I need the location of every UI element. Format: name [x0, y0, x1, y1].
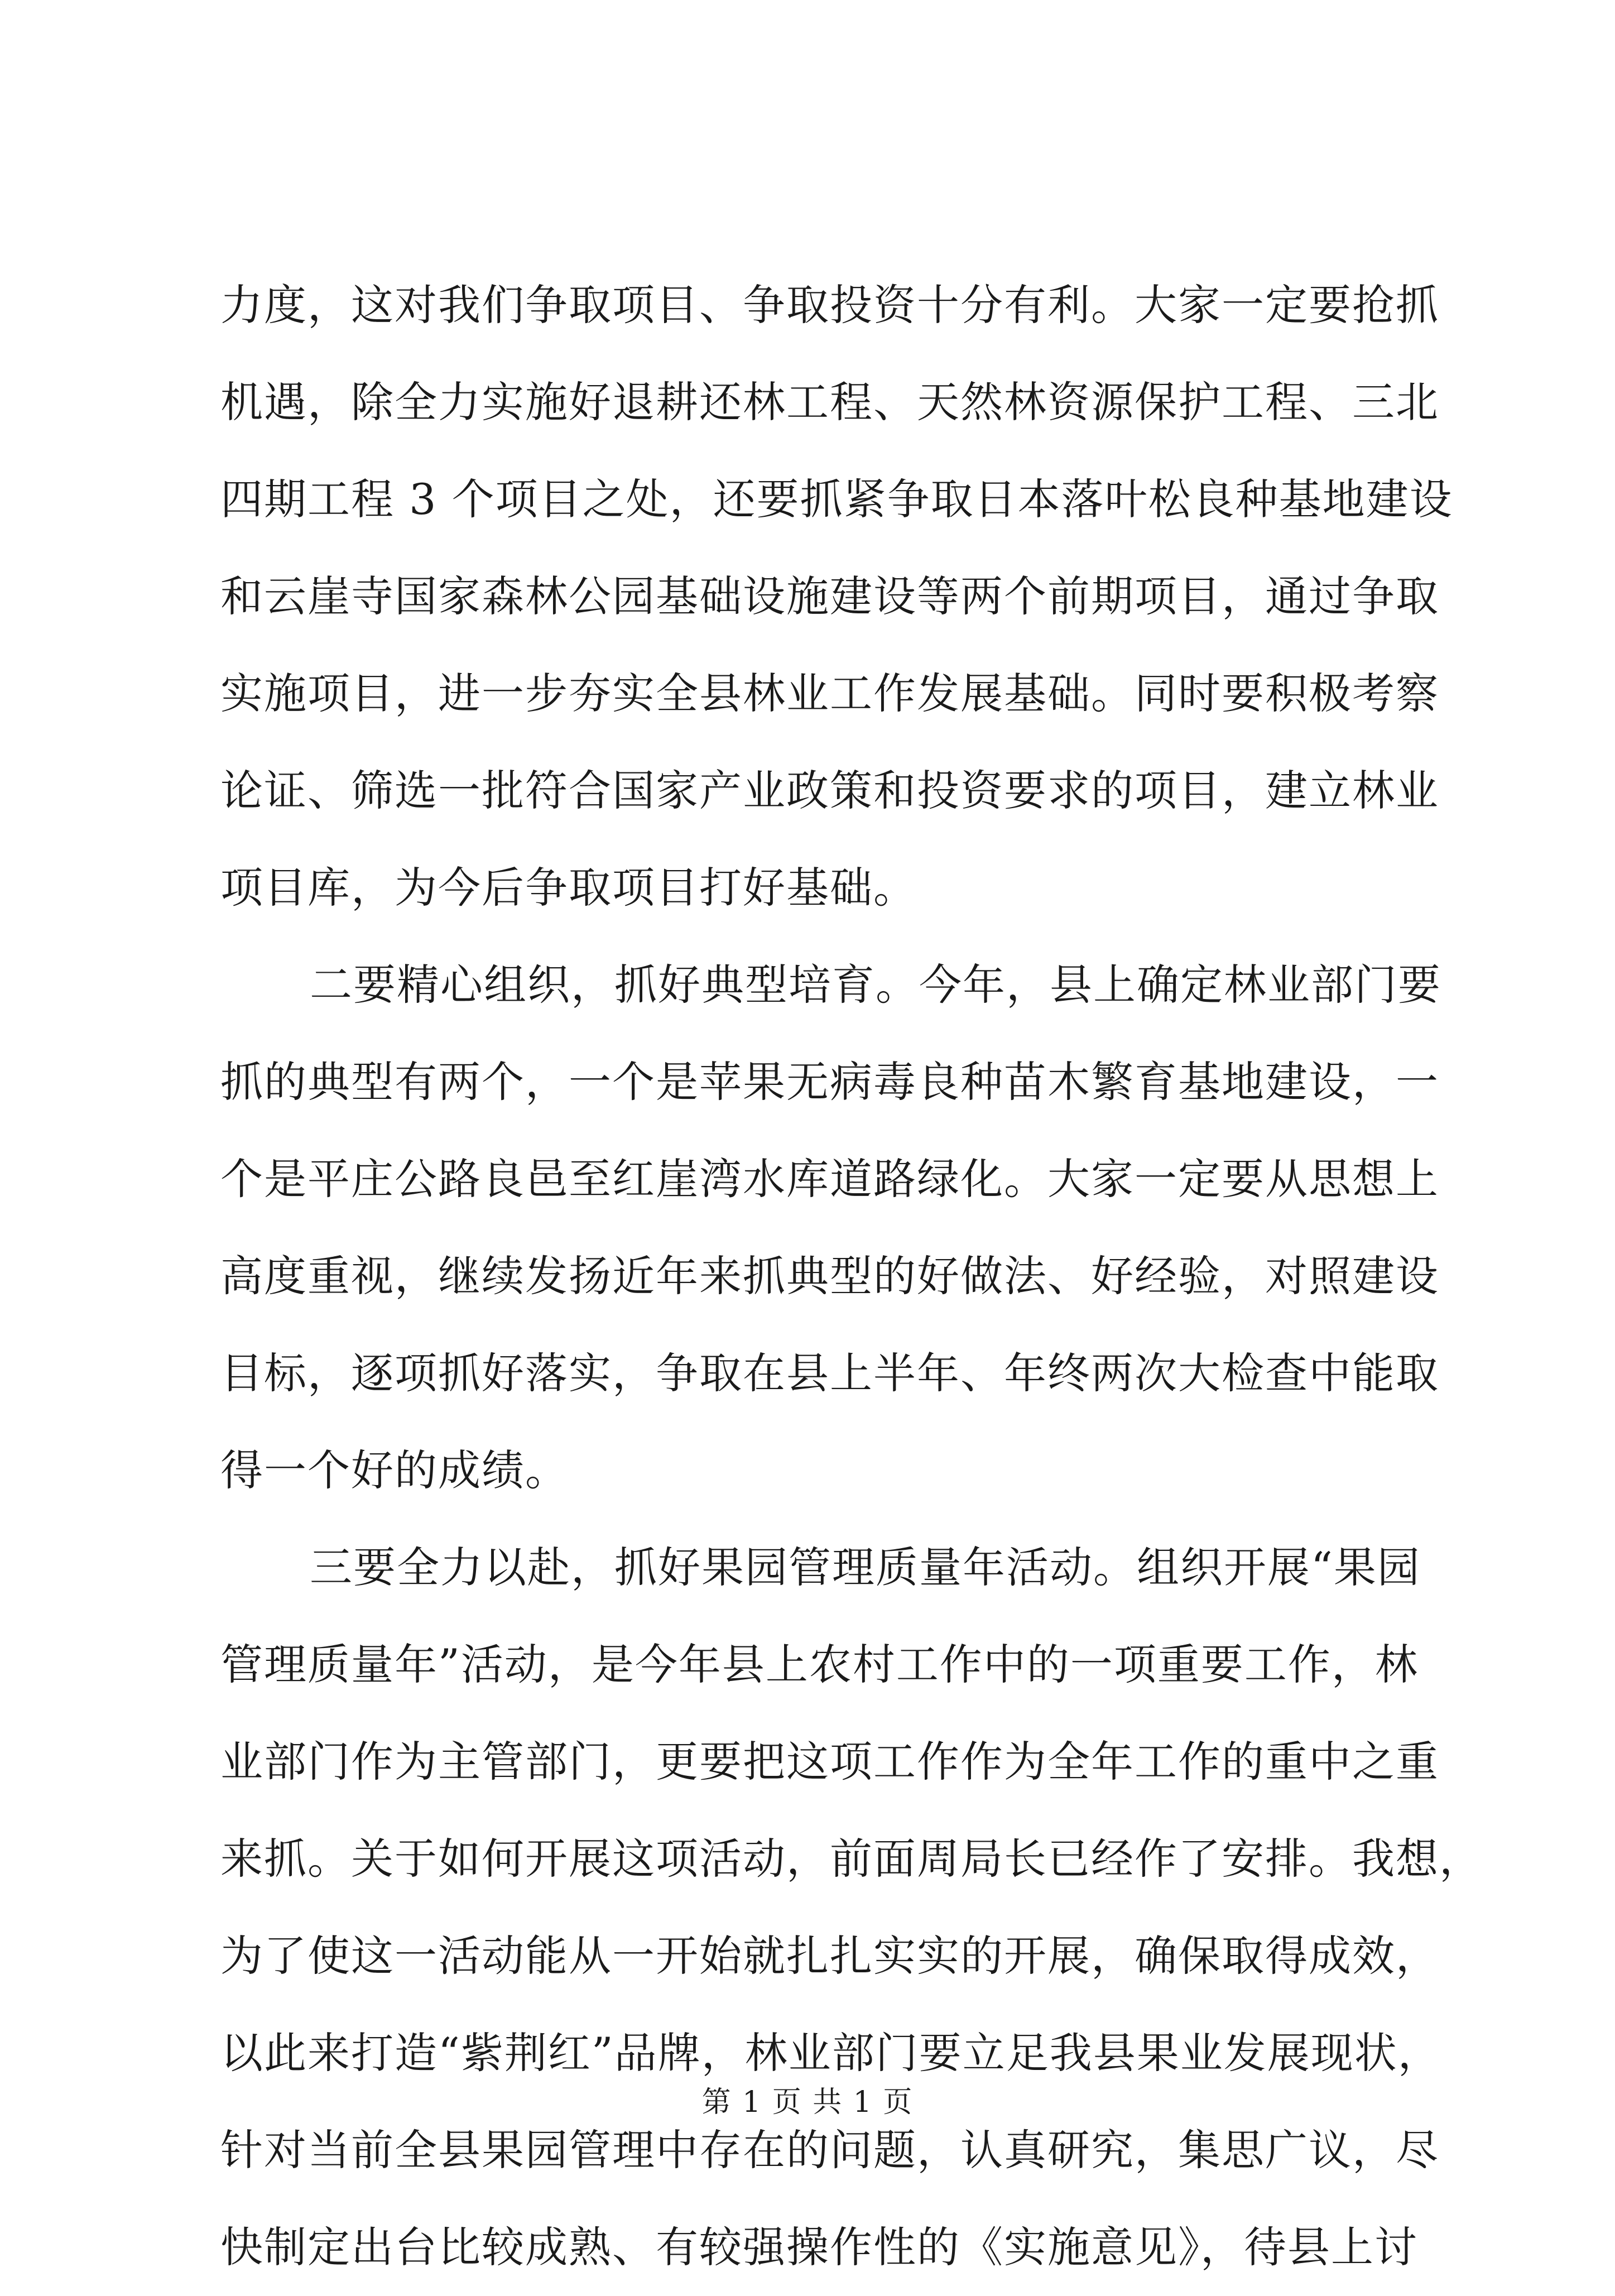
- page-footer: 第 1 页 共 1 页: [701, 2086, 914, 2119]
- text-line: 得一个好的成绩。: [220, 1445, 569, 1495]
- paragraph-start-line: 三要全力以赴，抓好果园管理质量年活动。组织开展“果园: [310, 1543, 1421, 1592]
- text-line: 业部门作为主管部门，更要把这项工作作为全年工作的重中之重: [220, 1737, 1439, 1786]
- text-line: 和云崖寺国家森林公园基础设施建设等两个前期项目，通过争取: [220, 571, 1439, 621]
- text-line: 以此来打造“紫荆红”品牌，林业部门要立足我县果业发展现状，: [220, 2028, 1441, 2078]
- text-line: 四期工程 3 个项目之处，还要抓紧争取日本落叶松良种基地建设: [220, 474, 1453, 524]
- text-line: 快制定出台比较成熟、有较强操作性的《实施意见》，待县上讨: [220, 2222, 1418, 2272]
- text-line: 管理质量年”活动，是今年县上农村工作中的一项重要工作，林: [220, 1640, 1419, 1689]
- text-line: 目标，逐项抓好落实，争取在县上半年、年终两次大检查中能取: [220, 1348, 1439, 1398]
- text-line: 个是平庄公路良邑至红崖湾水库道路绿化。大家一定要从思想上: [220, 1154, 1439, 1204]
- text-line: 来抓。关于如何开展这项活动，前面周局长已经作了安排。我想，: [220, 1834, 1483, 1884]
- text-line: 抓的典型有两个，一个是苹果无病毒良种苗木繁育基地建设，一: [220, 1057, 1439, 1107]
- text-line: 项目库，为今后争取项目打好基础。: [220, 863, 917, 912]
- text-line: 高度重视，继续发扬近年来抓典型的好做法、好经验，对照建设: [220, 1251, 1439, 1301]
- text-line: 力度，这对我们争取项目、争取投资十分有利。大家一定要抢抓: [220, 280, 1439, 330]
- text-line: 为了使这一活动能从一开始就扎扎实实的开展，确保取得成效，: [220, 1931, 1439, 1981]
- text-line: 机遇，除全力实施好退耕还林工程、天然林资源保护工程、三北: [220, 377, 1439, 427]
- document-body: [220, 257, 1483, 2296]
- paragraph-start-line: 二要精心组织，抓好典型培育。今年，县上确定林业部门要: [310, 960, 1441, 1010]
- text-line: 实施项目，进一步夯实全县林业工作发展基础。同时要积极考察: [220, 669, 1439, 718]
- text-line: 论证、筛选一批符合国家产业政策和投资要求的项目，建立林业: [220, 766, 1439, 815]
- text-line: 针对当前全县果园管理中存在的问题，认真研究，集思广议，尽: [220, 2125, 1439, 2175]
